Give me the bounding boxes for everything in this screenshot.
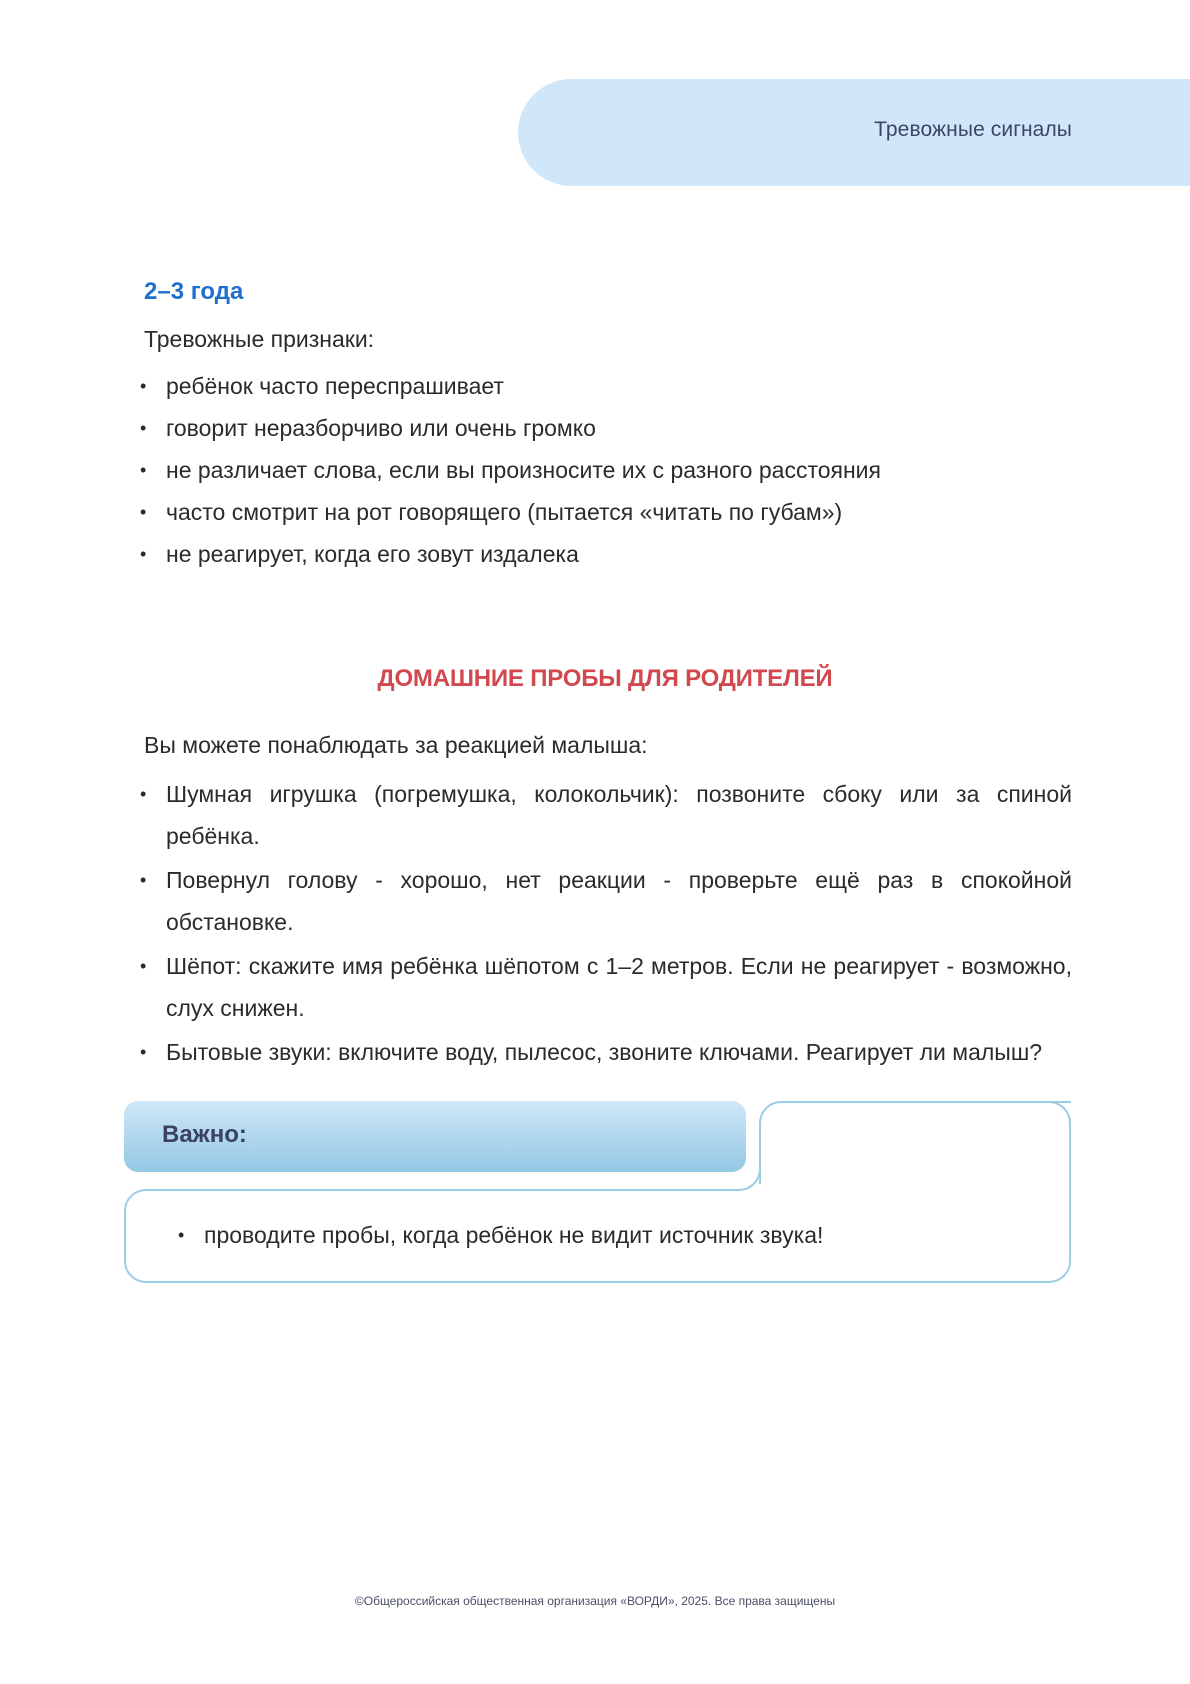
bullet-icon: • — [140, 544, 147, 564]
important-frame-top — [759, 1101, 1071, 1191]
list-item-text: проводите пробы, когда ребёнок не видит источник звука! — [204, 1222, 824, 1248]
important-label: Важно: — [162, 1121, 247, 1148]
important-header — [124, 1101, 746, 1172]
warning-signs-intro: Тревожные признаки: — [144, 326, 375, 352]
bullet-icon: • — [140, 784, 147, 804]
footer-copyright: ©Общероссийская общественная организация «ВОРДИ», 2025. Все права защищены — [354, 1594, 836, 1608]
bullet-icon: • — [140, 460, 147, 480]
bullet-icon: • — [140, 502, 147, 522]
list-item-text: Повернул голову - хорошо, нет реакции - проверьте ещё раз в спокойной обстановке. — [166, 867, 1072, 935]
list-item-text: говорит неразборчиво или очень громко — [166, 415, 596, 441]
list-item-text: не различает слова, если вы произносите их с разного расстояния — [166, 457, 881, 483]
bullet-icon: • — [140, 418, 147, 438]
list-item-text: Шумная игрушка (погремушка, колокольчик): позвоните сбоку или за спиной ребёнка. — [166, 781, 1072, 849]
bullet-icon: • — [140, 1042, 147, 1062]
header-banner — [518, 79, 1190, 186]
important-list — [178, 1215, 823, 1255]
list-item-text: часто смотрит на рот говорящего (пытается «читать по губам») — [166, 499, 843, 525]
bullet-icon: • — [140, 870, 147, 890]
list-item — [178, 1215, 823, 1255]
list-item — [138, 1031, 1072, 1073]
home-tests-title: ДОМАШНИЕ ПРОБЫ ДЛЯ РОДИТЕЛЕЙ — [377, 665, 833, 692]
bullet-icon: • — [140, 956, 147, 976]
bullet-icon: • — [178, 1225, 185, 1245]
warning-signs-list — [138, 365, 1038, 575]
list-item-text: не реагирует, когда его зовут издалека — [166, 541, 579, 567]
age-heading: 2–3 года — [144, 278, 244, 305]
list-item — [138, 773, 1072, 857]
important-frame-corner — [1047, 1101, 1071, 1191]
bullet-icon: • — [140, 376, 147, 396]
header-title: Тревожные сигналы — [874, 118, 1072, 141]
list-item — [138, 491, 1038, 533]
list-item — [138, 533, 1038, 575]
list-item — [138, 407, 1038, 449]
list-item — [138, 859, 1072, 943]
important-frame-gap — [739, 1184, 1069, 1194]
list-item — [138, 945, 1072, 1029]
list-item-text: ребёнок часто переспрашивает — [166, 373, 504, 399]
home-tests-list — [138, 773, 1072, 1075]
list-item-text: Шёпот: скажите имя ребёнка шёпотом с 1–2 метров. Если не реагирует - возможно, слух снижен. — [166, 953, 1072, 1021]
list-item — [138, 449, 1038, 491]
list-item-text: Бытовые звуки: включите воду, пылесос, звоните ключами. Реагирует ли малыш? — [166, 1039, 1043, 1065]
home-tests-intro: Вы можете понаблюдать за реакцией малыша: — [144, 732, 648, 758]
list-item — [138, 365, 1038, 407]
